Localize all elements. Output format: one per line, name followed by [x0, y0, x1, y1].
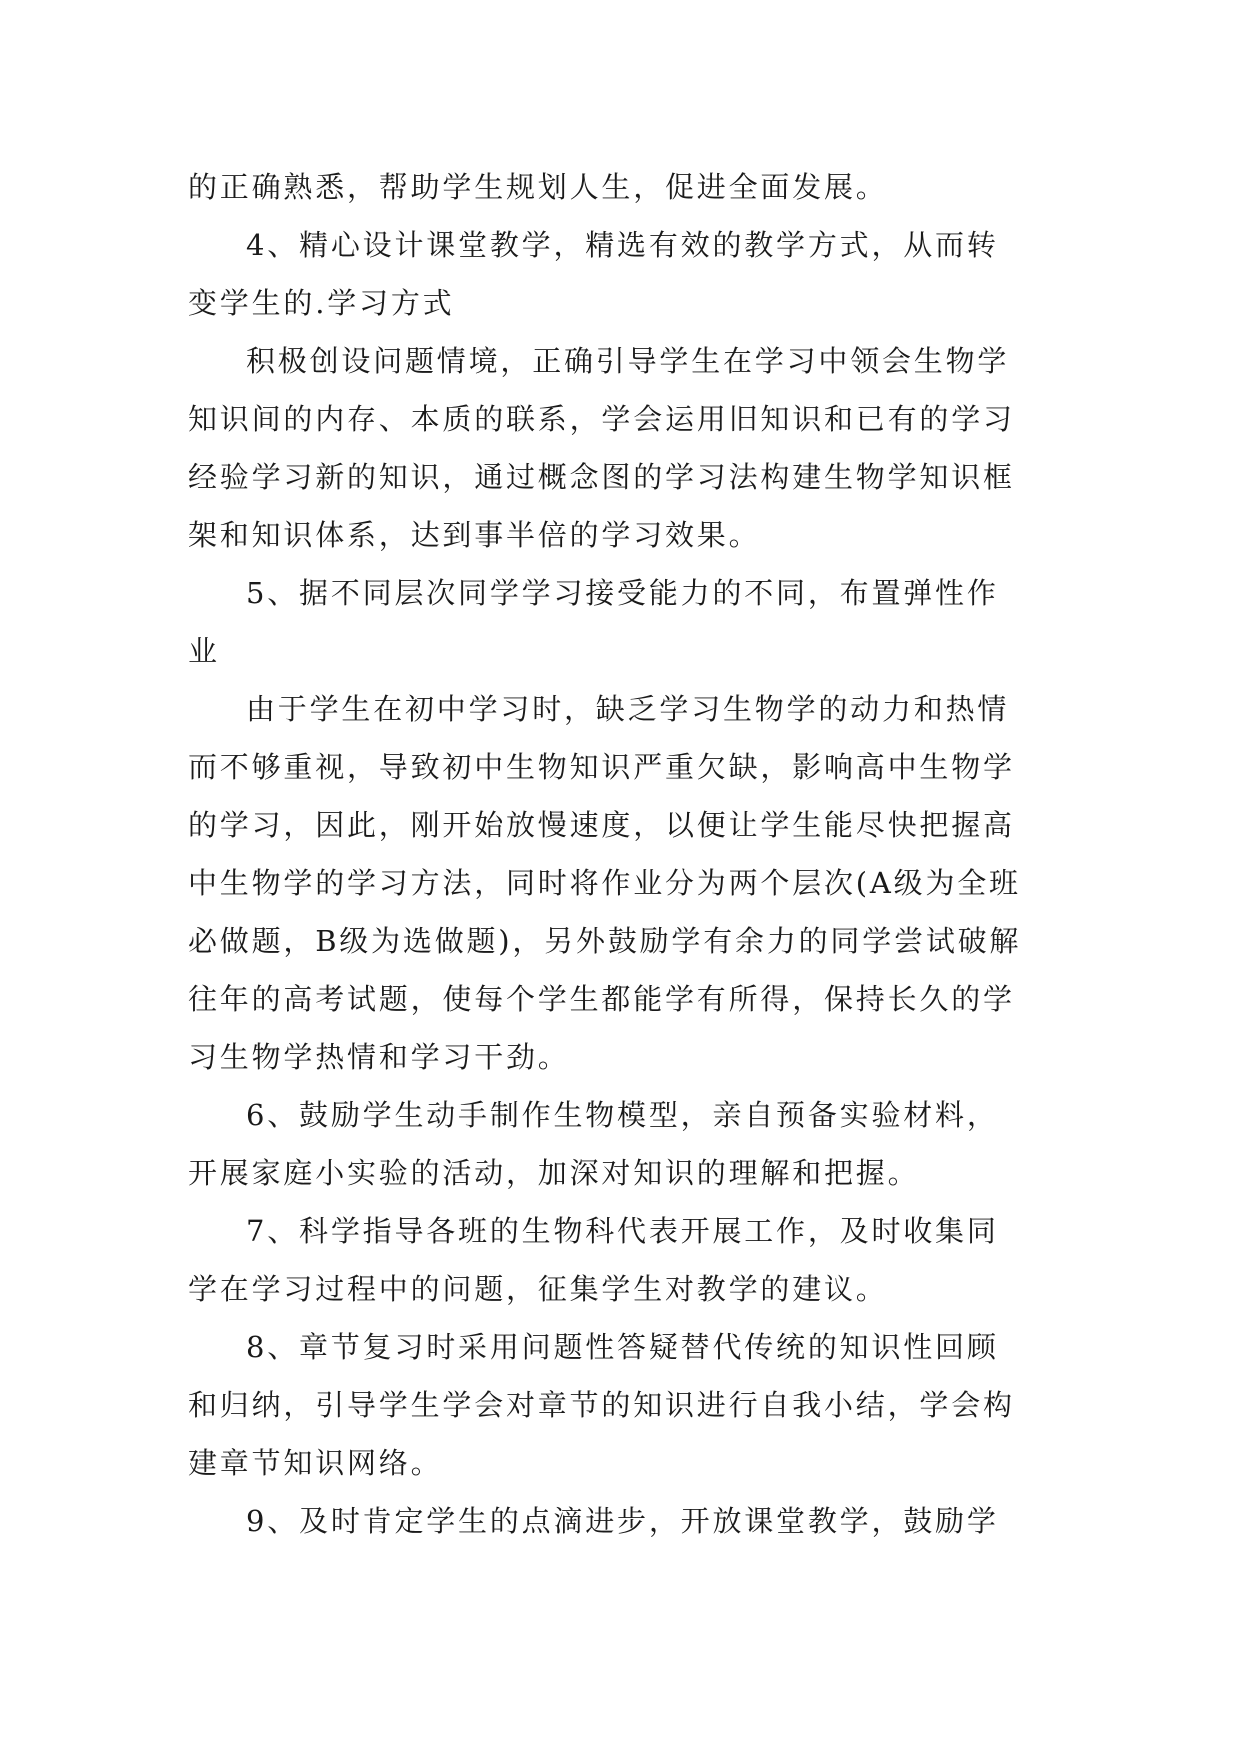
text-line: 中生物学的学习方法，同时将作业分为两个层次(A级为全班: [188, 866, 1021, 900]
text-line: 变学生的.学习方式: [188, 286, 455, 320]
text-line: 知识间的内存、本质的联系，学会运用旧知识和已有的学习: [188, 402, 1015, 436]
text-line: 学在学习过程中的问题，征集学生对教学的建议。: [188, 1272, 888, 1306]
text-line: 的学习，因此，刚开始放慢速度，以便让学生能尽快把握高: [188, 808, 1015, 842]
text-line: 经验学习新的知识，通过概念图的学习法构建生物学知识框: [188, 460, 1015, 494]
text-line: 而不够重视，导致初中生物知识严重欠缺，影响高中生物学: [188, 750, 1015, 784]
text-line: 建章节知识网络。: [188, 1446, 443, 1480]
text-line: 6、鼓励学生动手制作生物模型，亲自预备实验材料，: [246, 1098, 999, 1132]
text-line: 的正确熟悉，帮助学生规划人生，促进全面发展。: [188, 170, 888, 204]
text-line: 4、精心设计课堂教学，精选有效的教学方式，从而转: [246, 228, 999, 262]
text-line: 开展家庭小实验的活动，加深对知识的理解和把握。: [188, 1156, 920, 1190]
text-line: 积极创设问题情境，正确引导学生在学习中领会生物学: [246, 344, 1010, 378]
text-line: 5、据不同层次同学学习接受能力的不同，布置弹性作: [246, 576, 999, 610]
document-body: [188, 158, 1056, 1550]
text-line: 由于学生在初中学习时，缺乏学习生物学的动力和热情: [246, 692, 1010, 726]
text-line: 7、科学指导各班的生物科代表开展工作，及时收集同: [246, 1214, 999, 1248]
text-line: 业: [188, 634, 220, 668]
text-line: 和归纳，引导学生学会对章节的知识进行自我小结，学会构: [188, 1388, 1015, 1422]
text-line: 9、及时肯定学生的点滴进步，开放课堂教学，鼓励学: [246, 1504, 999, 1538]
text-line: 习生物学热情和学习干劲。: [188, 1040, 570, 1074]
text-line: 必做题，B级为选做题)，另外鼓励学有余力的同学尝试破解: [188, 924, 1022, 958]
text-line: 8、章节复习时采用问题性答疑替代传统的知识性回顾: [246, 1330, 999, 1364]
text-line: 往年的高考试题，使每个学生都能学有所得，保持长久的学: [188, 982, 1015, 1016]
text-line: 架和知识体系，达到事半倍的学习效果。: [188, 518, 761, 552]
